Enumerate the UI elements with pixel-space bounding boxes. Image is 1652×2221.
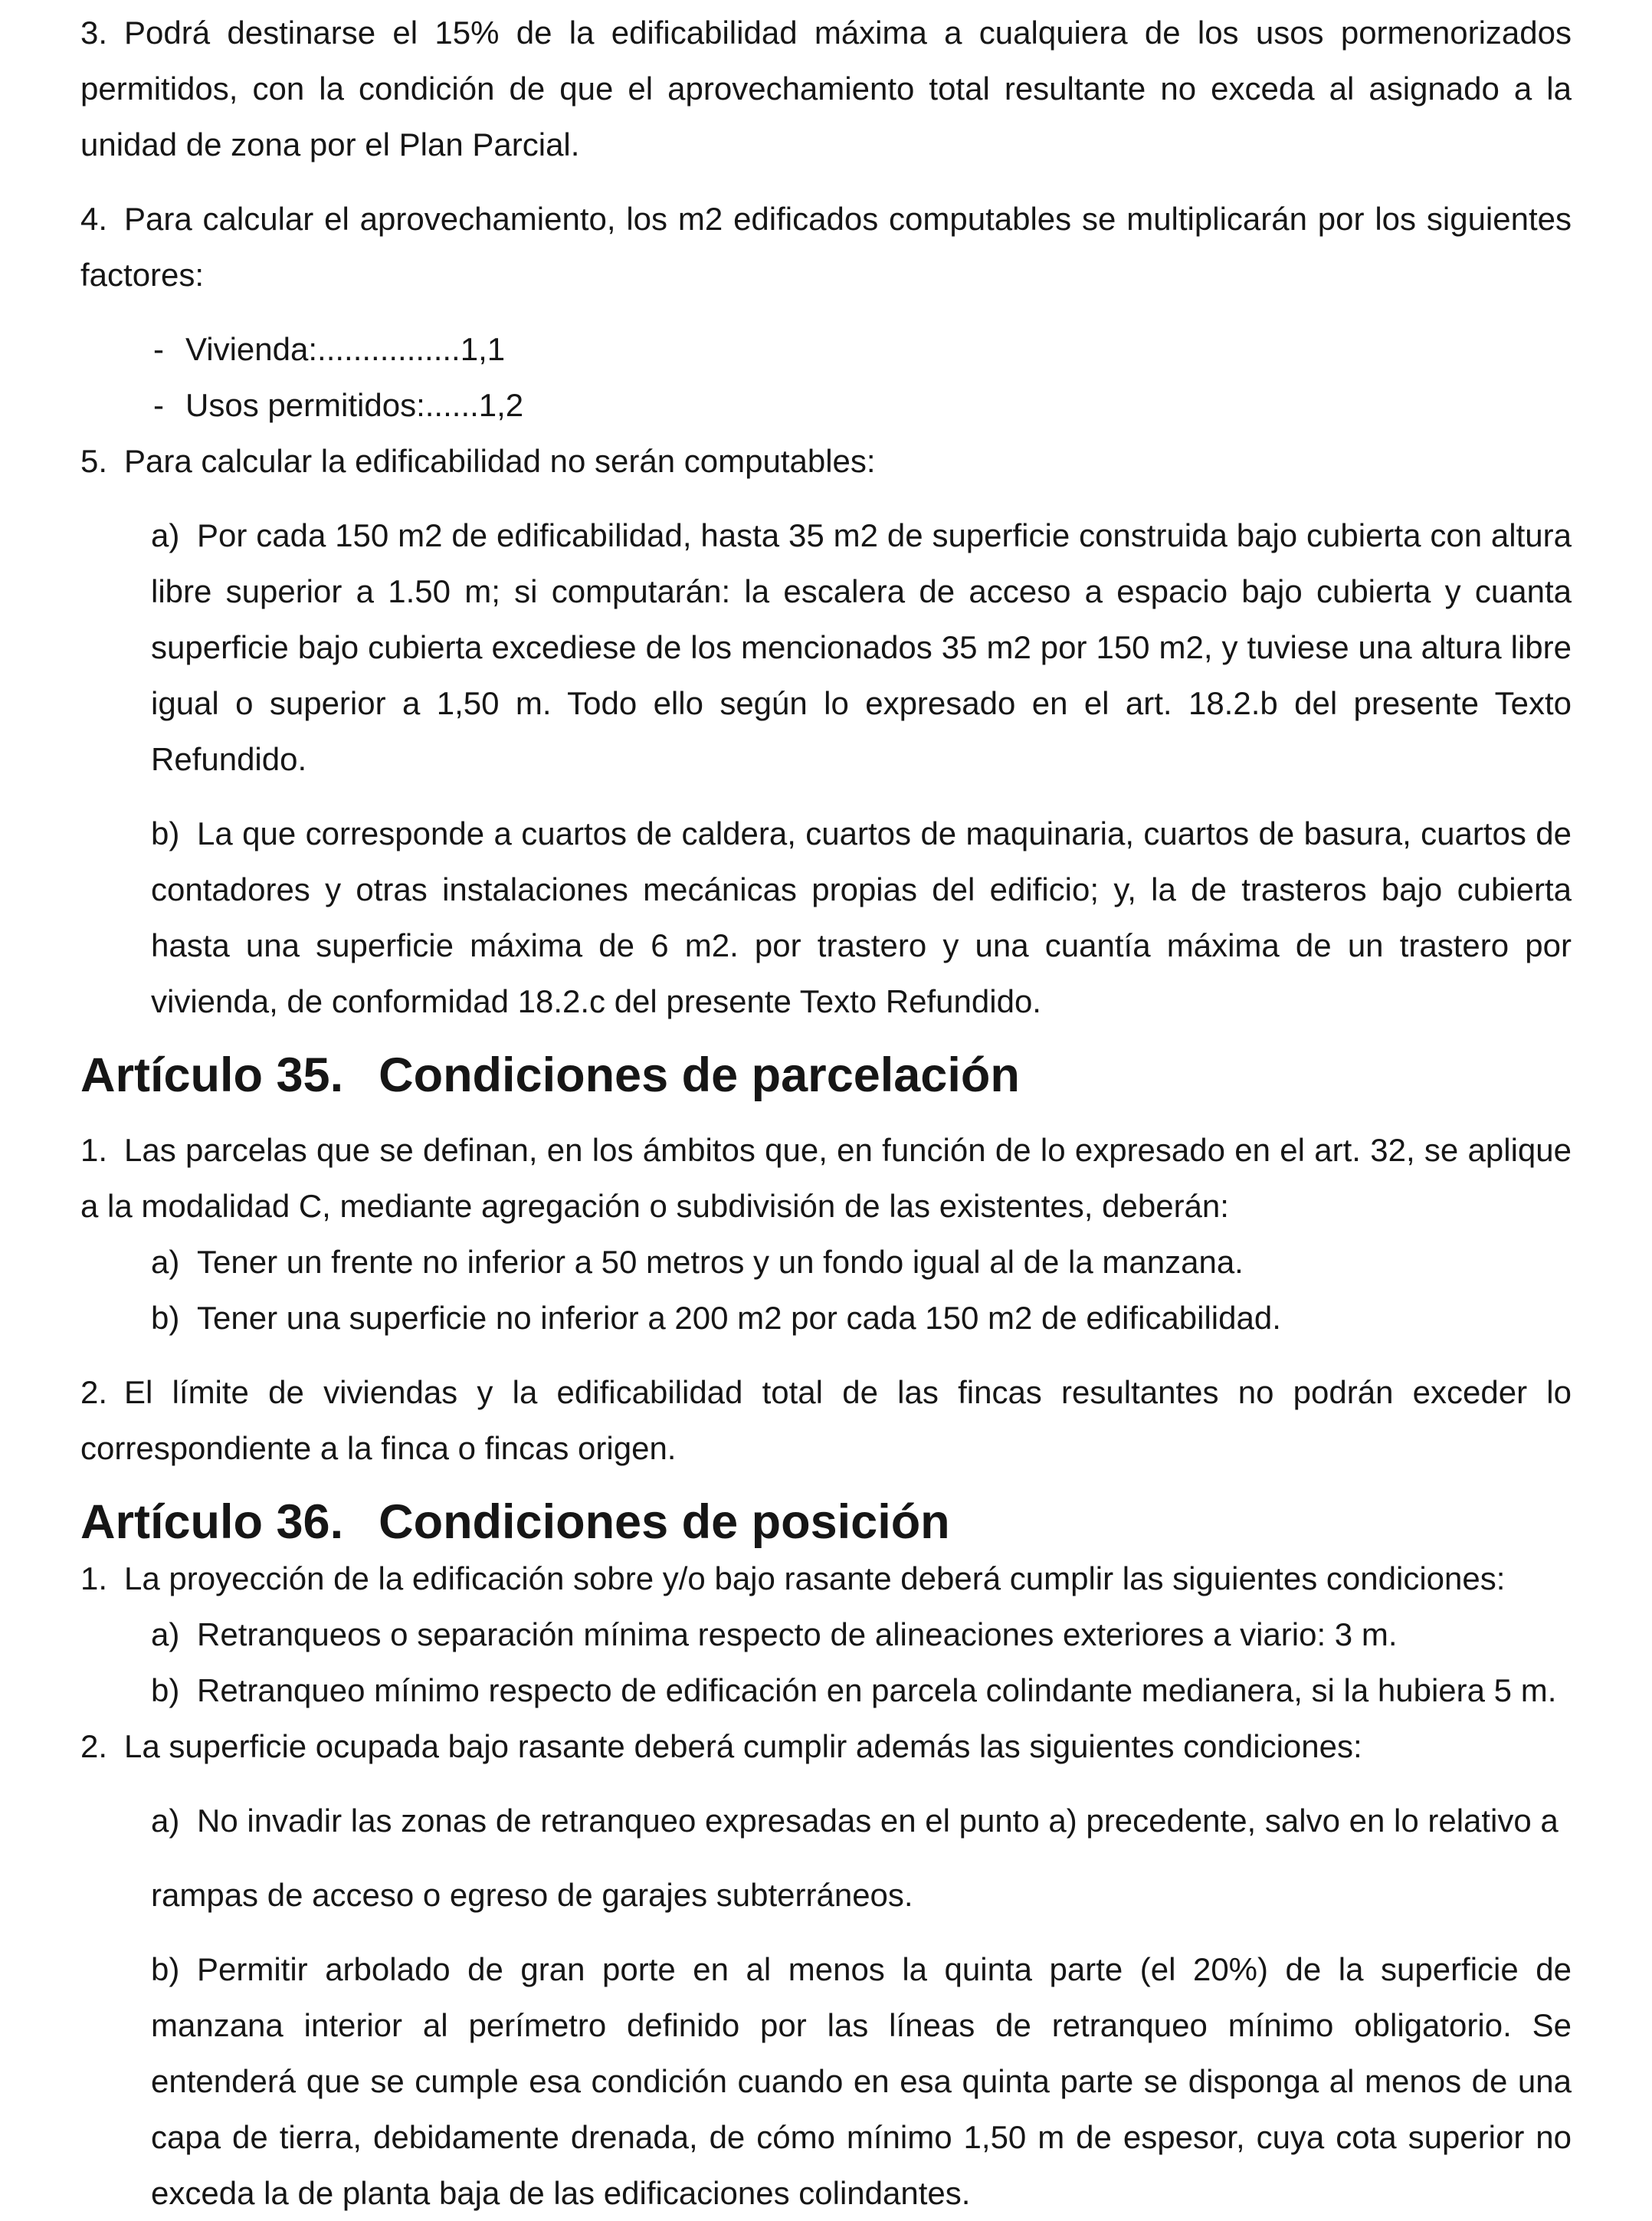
factor-vivienda-text: Vivienda:................1,1	[185, 331, 506, 367]
paragraph-5b-text: La que corresponde a cuartos de caldera, cuartos de maquinaria, cuartos de basura, cuartos de contadores y otras instalaciones mecánicas propias del edificio; y, la de trasteros bajo cubierta hasta una superficie máxima de 6 m2. por trastero y una cuantía máxima de un trastero por vivienda, de conformidad 18.2.c del presente Texto Refundido.	[151, 815, 1572, 1019]
item-a-marker: a)	[151, 1616, 180, 1652]
paragraph-5-number: 5.	[80, 443, 108, 479]
factor-item-usos	[153, 377, 1572, 433]
art36-paragraph-2-text: La superficie ocupada bajo rasante deberá cumplir además las siguientes condiciones:	[124, 1728, 1362, 1764]
factor-item-vivienda	[153, 321, 1572, 377]
item-a-marker: a)	[151, 1244, 180, 1280]
art36-paragraph-2	[80, 1718, 1572, 1774]
paragraph-5a-text: Por cada 150 m2 de edificabilidad, hasta 35 m2 de superficie construida bajo cubierta con altura libre superior a 1.50 m; si computarán: la escalera de acceso a espacio bajo cubierta y cuanta superficie bajo cubierta excediese de los mencionados 35 m2 por 150 m2, y tuviese una altura libre igual o superior a 1,50 m. Todo ello según lo expresado en el art. 18.2.b del presente Texto Refundido.	[151, 517, 1572, 777]
factor-usos-text: Usos permitidos:......1,2	[185, 387, 524, 423]
art35-paragraph-2-number: 2.	[80, 1374, 108, 1410]
paragraph-4-number: 4.	[80, 201, 108, 237]
art36-item-2b-text: Permitir arbolado de gran porte en al menos la quinta parte (el 20%) de la superficie de manzana interior al perímetro definido por las líneas de retranqueo mínimo obligatorio. Se entenderá que se cumple esa condición cuando en esa quinta parte se disponga al menos de una capa de tierra, debidamente drenada, de cómo mínimo 1,50 m de espesor, cuya cota superior no exceda la de planta baja de las edificaciones colindantes.	[151, 1951, 1572, 2211]
art36-item-1b	[151, 1662, 1572, 1718]
art35-paragraph-2-text: El límite de viviendas y la edificabilidad total de las fincas resultantes no podrán exceder lo correspondiente a la finca o fincas origen.	[80, 1374, 1572, 1466]
paragraph-5-item-b	[151, 805, 1572, 1029]
art36-item-2a-line2: rampas de acceso o egreso de garajes subterráneos.	[151, 1877, 913, 1913]
art36-paragraph-1	[80, 1550, 1572, 1606]
art35-item-1a-text: Tener un frente no inferior a 50 metros y un fondo igual al de la manzana.	[197, 1244, 1244, 1280]
articulo-36-number: Artículo 36.	[80, 1495, 344, 1549]
articulo-36-heading	[80, 1494, 1572, 1550]
paragraph-5-item-a	[151, 507, 1572, 787]
item-b-marker: b)	[151, 1951, 180, 1987]
paragraph-5-text: Para calcular la edificabilidad no serán computables:	[124, 443, 876, 479]
item-b-marker: b)	[151, 815, 180, 851]
art36-item-1a-text: Retranqueos o separación mínima respecto de alineaciones exteriores a viario: 3 m.	[197, 1616, 1398, 1652]
articulo-36-title: Condiciones de posición	[379, 1495, 950, 1549]
art36-item-2a-continuation	[151, 1867, 1572, 1923]
articulo-35-number: Artículo 35.	[80, 1048, 344, 1102]
item-b-marker: b)	[151, 1300, 180, 1336]
art36-paragraph-1-text: La proyección de la edificación sobre y/o bajo rasante deberá cumplir las siguientes condiciones:	[124, 1560, 1506, 1596]
paragraph-4-text: Para calcular el aprovechamiento, los m2 edificados computables se multiplicarán por los siguientes factores:	[80, 201, 1572, 293]
articulo-35-heading	[80, 1048, 1572, 1104]
paragraph-3	[80, 5, 1572, 172]
paragraph-5	[80, 433, 1572, 489]
art36-paragraph-2-number: 2.	[80, 1728, 108, 1764]
art36-item-1a	[151, 1606, 1572, 1662]
articulo-35-title: Condiciones de parcelación	[379, 1048, 1020, 1102]
paragraph-3-text: Podrá destinarse el 15% de la edificabilidad máxima a cualquiera de los usos pormenorizados permitidos, con la condición de que el aprovechamiento total resultante no exceda al asignado a la unidad de zona por el Plan Parcial.	[80, 15, 1572, 162]
art35-item-1a	[151, 1234, 1572, 1290]
art35-item-1b	[151, 1290, 1572, 1346]
art35-paragraph-1	[80, 1122, 1572, 1234]
art36-item-2a	[151, 1793, 1572, 1849]
dash-bullet: -	[153, 387, 164, 423]
paragraph-4	[80, 191, 1572, 303]
art35-item-1b-text: Tener una superficie no inferior a 200 m2 por cada 150 m2 de edificabilidad.	[197, 1300, 1281, 1336]
item-a-marker: a)	[151, 517, 180, 553]
art35-paragraph-1-number: 1.	[80, 1132, 108, 1168]
art35-paragraph-2	[80, 1364, 1572, 1476]
art36-paragraph-1-number: 1.	[80, 1560, 108, 1596]
dash-bullet: -	[153, 331, 164, 367]
item-a-marker: a)	[151, 1803, 180, 1839]
item-b-marker: b)	[151, 1672, 180, 1708]
art36-item-2b	[151, 1941, 1572, 2221]
art36-item-2a-line1: No invadir las zonas de retranqueo expresadas en el punto a) precedente, salvo en lo relativo a	[197, 1803, 1559, 1839]
art36-item-1b-text: Retranqueo mínimo respecto de edificación en parcela colindante medianera, si la hubiera 5 m.	[197, 1672, 1557, 1708]
paragraph-3-number: 3.	[80, 15, 108, 51]
art35-paragraph-1-text: Las parcelas que se definan, en los ámbitos que, en función de lo expresado en el art. 32, se aplique a la modalidad C, mediante agregación o subdivisión de las existentes, deberán:	[80, 1132, 1572, 1224]
